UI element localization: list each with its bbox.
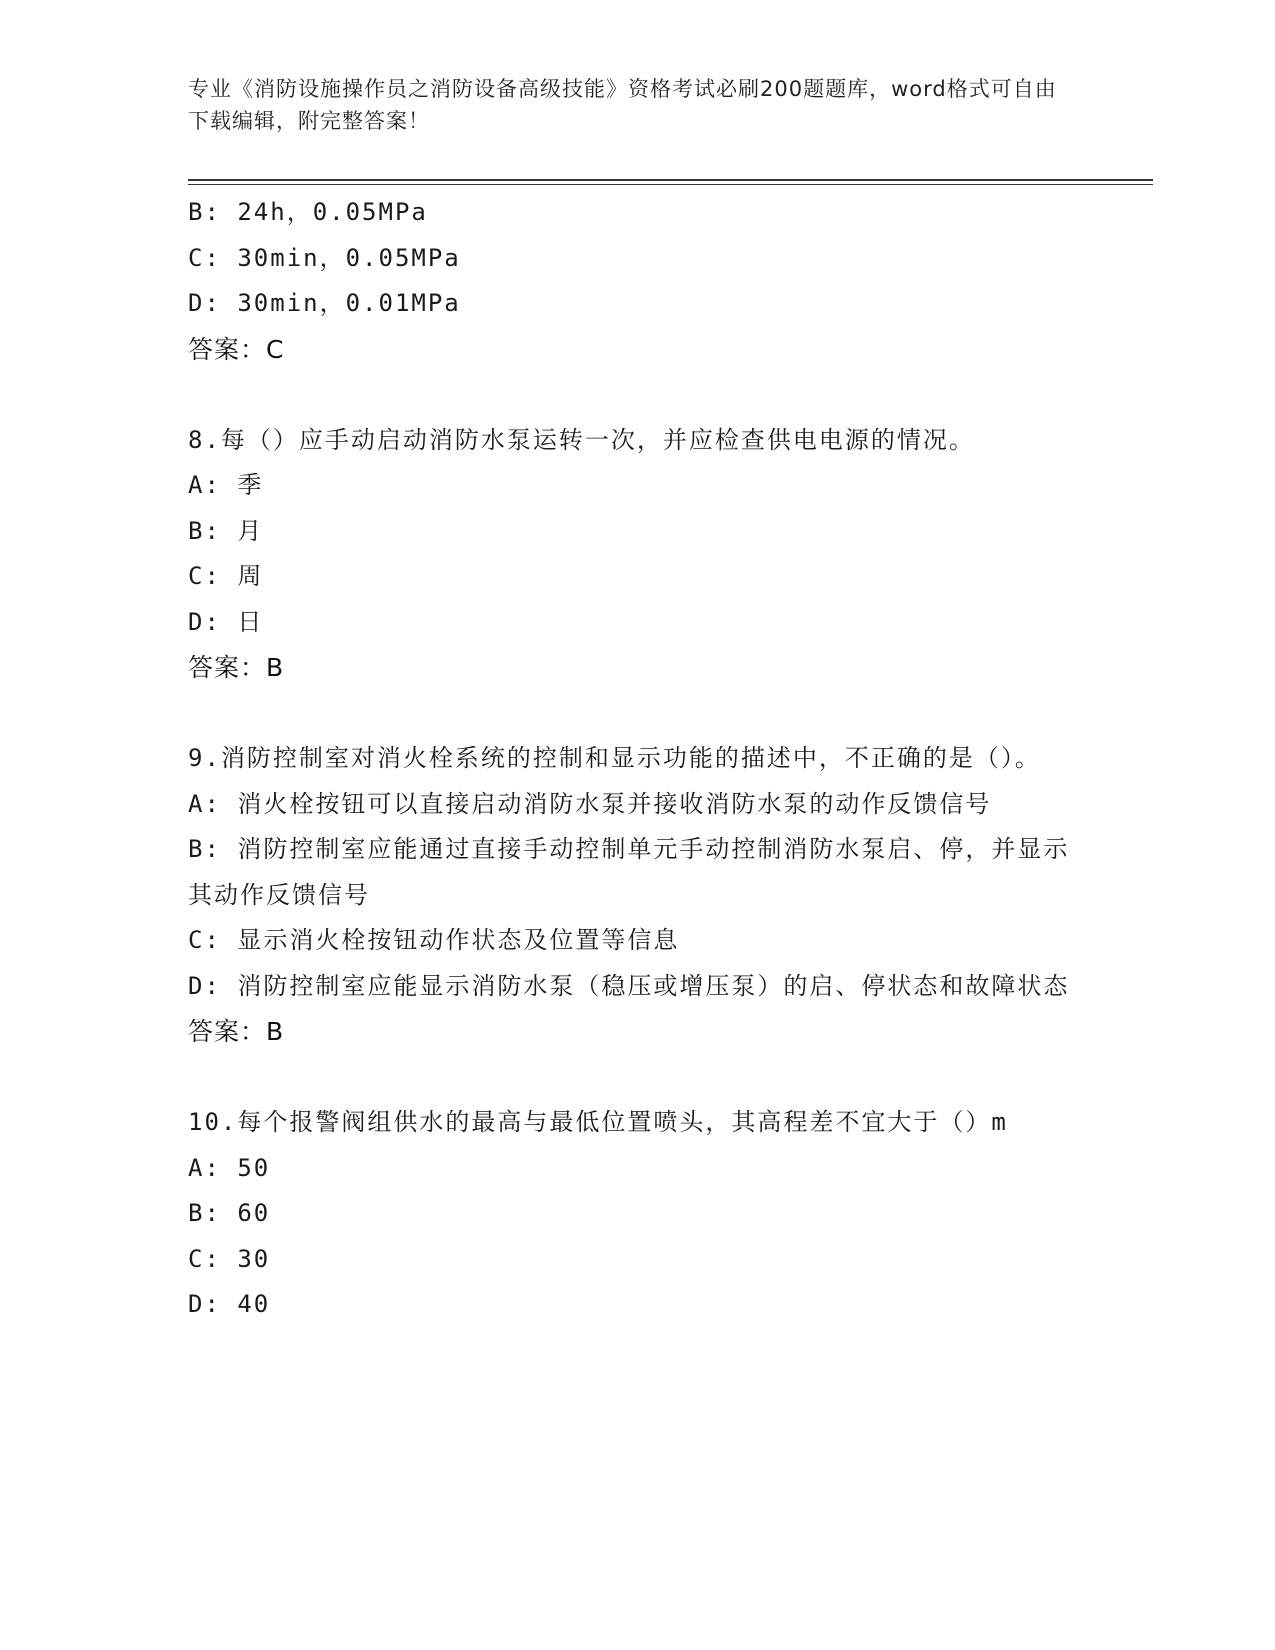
question-stem: 9.消防控制室对消火栓系统的控制和显示功能的描述中，不正确的是（）。 bbox=[188, 744, 1041, 772]
option-c: C: 30 bbox=[188, 1244, 271, 1273]
option-d: D: 40 bbox=[188, 1290, 271, 1318]
header-divider-thick bbox=[188, 179, 1153, 181]
question-8 bbox=[188, 418, 1088, 691]
answer-line: 答案：B bbox=[188, 653, 285, 682]
header-text: 专业《消防设施操作员之消防设备高级技能》资格考试必刷200题题库，word格式可自由下载编辑，附完整答案！ bbox=[188, 77, 1057, 133]
option-d: D: 消防控制室应能显示消防水泵（稳压或增压泵）的启、停状态和故障状态 bbox=[188, 971, 1070, 1000]
question-stem: 8.每（）应手动启动消防水泵运转一次，并应检查供电电源的情况。 bbox=[188, 425, 975, 454]
question-list bbox=[188, 190, 1088, 1328]
option-d: D: 日 bbox=[188, 607, 264, 636]
option-b: B: 月 bbox=[188, 516, 264, 545]
spacer bbox=[188, 372, 1088, 418]
option-c: C: 周 bbox=[188, 562, 264, 590]
option-a: A: 消火栓按钮可以直接启动消防水泵并接收消防水泵的动作反馈信号 bbox=[188, 789, 992, 818]
question-10 bbox=[188, 1100, 1088, 1328]
spacer bbox=[188, 691, 1088, 737]
option-a: A: 50 bbox=[188, 1153, 271, 1182]
answer-line: 答案：B bbox=[188, 1017, 285, 1046]
question-stem: 10.每个报警阀组供水的最高与最低位置喷头，其高程差不宜大于（）m bbox=[188, 1108, 1008, 1136]
option-c: C: 30min，0.05MPa bbox=[188, 243, 461, 272]
option-d: D: 30min，0.01MPa bbox=[188, 289, 461, 317]
option-b: B: 24h，0.05MPa bbox=[188, 198, 428, 226]
option-c: C: 显示消火栓按钮动作状态及位置等信息 bbox=[188, 926, 680, 954]
answer-line: 答案：C bbox=[188, 334, 285, 364]
header-divider-thin bbox=[188, 184, 1153, 185]
option-b: B: 消防控制室应能通过直接手动控制单元手动控制消防水泵启、停，并显示其动作反馈信号 bbox=[188, 835, 1070, 909]
spacer bbox=[188, 1055, 1088, 1101]
option-b: B: 60 bbox=[188, 1199, 271, 1227]
option-a: A: 季 bbox=[188, 471, 264, 499]
document-header bbox=[188, 73, 1078, 137]
question-9 bbox=[188, 736, 1088, 1055]
question-7-continuation bbox=[188, 190, 1088, 372]
